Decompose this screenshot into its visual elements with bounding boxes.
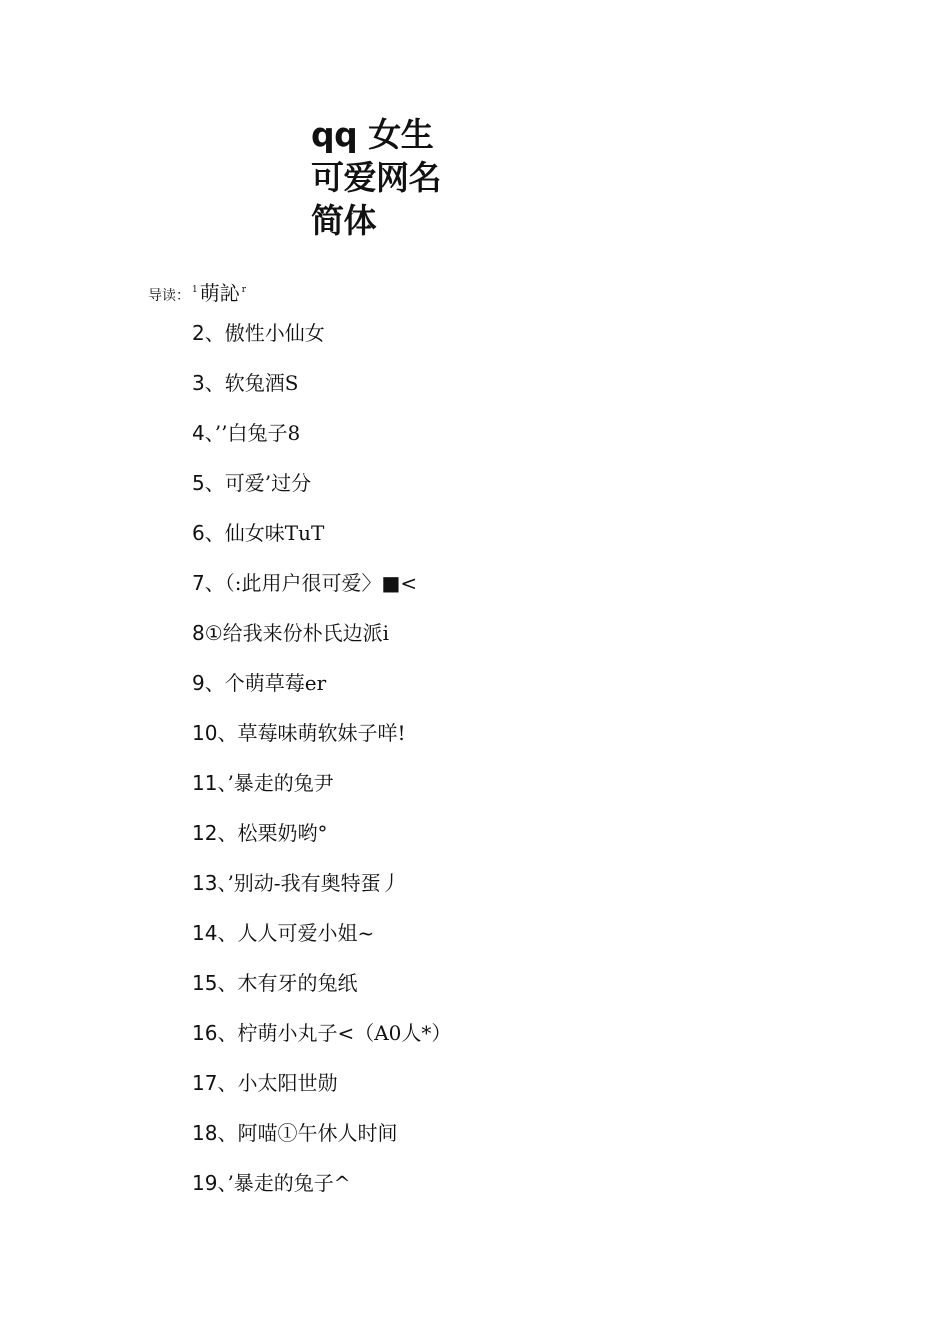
list-item <box>192 717 451 767</box>
list-item <box>192 917 451 967</box>
list-item <box>192 417 451 467</box>
list-item <box>192 667 451 717</box>
document-title <box>311 113 471 242</box>
list-item <box>192 867 451 917</box>
list-item <box>192 1117 451 1167</box>
intro-line <box>148 280 248 311</box>
item-text: 柠萌小丸子<（A0人*） <box>237 1021 452 1045</box>
item-number: 9、 <box>192 671 225 695</box>
item-number: 18、 <box>192 1121 238 1145</box>
list-item <box>192 1017 451 1067</box>
list-item <box>192 567 451 617</box>
list-item <box>192 1067 451 1117</box>
intro-sup-right: r <box>241 285 247 295</box>
item-text: ’暴走的兔尹 <box>227 771 334 795</box>
item-text: 草莓味萌软妹子咩! <box>237 721 406 745</box>
list-item <box>192 467 451 517</box>
title-line-1: qq 女生 <box>311 115 434 154</box>
item-number: 7、 <box>192 571 225 595</box>
item-number: 5、 <box>192 471 225 495</box>
item-number: 6、 <box>192 521 225 545</box>
item-text: ’别动-我有奥特蛋丿 <box>227 871 401 895</box>
item-text: 小太阳世勋 <box>237 1071 338 1095</box>
item-number: 15、 <box>192 971 238 995</box>
item-number: 11、 <box>192 771 228 795</box>
item-text: 可爱’过分 <box>224 471 312 495</box>
item-number: 3、 <box>192 371 225 395</box>
list-item <box>192 1167 451 1217</box>
item-number: 13、 <box>192 871 228 895</box>
item-number: 12、 <box>192 821 238 845</box>
intro-first-item: 萌訫 <box>199 281 240 305</box>
item-number: 10、 <box>192 721 238 745</box>
list-item <box>192 767 451 817</box>
item-number: 4、 <box>192 421 215 445</box>
list-item <box>192 617 451 667</box>
item-text: 人人可爱小姐~ <box>237 921 375 945</box>
item-text: 给我来份朴氏边派i <box>222 621 390 645</box>
list-item <box>192 967 451 1017</box>
item-text: （:此用户很可爱〉■< <box>224 571 418 595</box>
title-line-2: 可爱网名 <box>311 158 441 197</box>
item-number: 8① <box>192 621 223 645</box>
item-text: 傲性小仙女 <box>224 321 325 345</box>
item-number: 16、 <box>192 1021 238 1045</box>
item-number: 2、 <box>192 321 225 345</box>
item-text: 仙女味TuT <box>224 521 325 545</box>
list-item <box>192 517 451 567</box>
item-text: 个萌草莓er <box>224 671 327 695</box>
item-text: ’暴走的兔子^ <box>227 1171 351 1195</box>
item-number: 14、 <box>192 921 238 945</box>
item-number: 19、 <box>192 1171 228 1195</box>
title-line-3: 简体 <box>311 201 376 240</box>
list-item <box>192 367 451 417</box>
item-text: 木有牙的兔纸 <box>237 971 358 995</box>
list-item <box>192 317 451 367</box>
item-text: 阿喵①午休人时间 <box>237 1121 398 1145</box>
nickname-list <box>192 317 451 1217</box>
intro-lead: 导读： <box>148 288 190 304</box>
intro-sup-left: 1 <box>192 285 198 295</box>
item-number: 17、 <box>192 1071 238 1095</box>
item-text: 软兔酒S <box>224 371 299 395</box>
list-item <box>192 817 451 867</box>
item-text: ’’白兔子8 <box>214 421 301 445</box>
item-text: 松栗奶哟° <box>237 821 328 845</box>
